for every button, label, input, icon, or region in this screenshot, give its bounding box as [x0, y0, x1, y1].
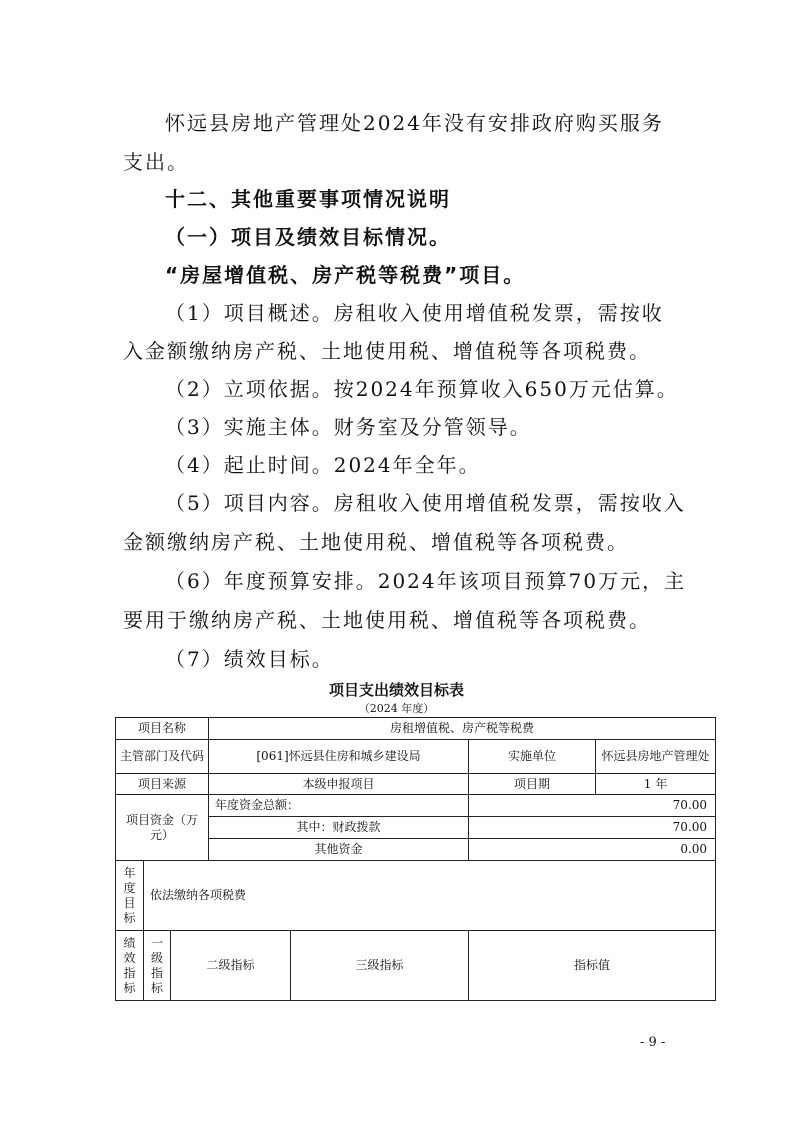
source-label: 项目来源	[116, 774, 209, 795]
funds-label: 项目资金（万元）	[116, 795, 209, 861]
table-row	[116, 795, 716, 817]
level2-label: 二级指标	[171, 931, 291, 1001]
paragraph-line: （1）项目概述。房租收入使用增值税发票，需按收	[165, 301, 664, 325]
period-value: 1 年	[596, 774, 716, 795]
paragraph-line: （6）年度预算安排。2024年该项目预算70万元，主	[165, 569, 687, 593]
funds-total-label: 年度资金总额：	[209, 795, 469, 817]
project-name-label: 项目名称	[116, 718, 209, 740]
funds-other-value: 0.00	[469, 839, 716, 861]
paragraph-line: （7）绩效目标。	[165, 647, 334, 671]
dept-value: [061]怀远县住房和城乡建设局	[209, 740, 469, 774]
page-number: - 9 -	[640, 1035, 666, 1050]
funds-fiscal-label: 其中：财政拨款	[209, 817, 469, 839]
period-label: 项目期	[469, 774, 596, 795]
performance-table	[115, 717, 716, 1001]
funds-other-label: 其他资金	[209, 839, 469, 861]
table-row	[116, 931, 716, 1001]
table-title: 项目支出绩效目标表	[328, 681, 464, 699]
section-heading: 十二、其他重要事项情况说明	[165, 187, 451, 211]
impl-label: 实施单位	[469, 740, 596, 774]
level3-label: 三级指标	[291, 931, 469, 1001]
table-year: （2024 年度）	[358, 702, 435, 715]
funds-fiscal-value: 70.00	[469, 817, 716, 839]
impl-value: 怀远县房地产管理处	[596, 740, 716, 774]
table-row	[116, 740, 716, 774]
paragraph-line: 入金额缴纳房产税、土地使用税、增值税等各项税费。	[123, 339, 651, 363]
paragraph-line: （5）项目内容。房租收入使用增值税发票，需按收入	[165, 491, 686, 515]
annual-goal-label: 年度目标	[116, 861, 144, 931]
source-value: 本级申报项目	[209, 774, 469, 795]
table-row	[116, 774, 716, 795]
paragraph-line: 金额缴纳房产税、土地使用税、增值税等各项税费。	[123, 530, 629, 554]
annual-goal-value: 依法缴纳各项税费	[144, 861, 716, 931]
project-heading: “房屋增值税、房产税等税费”项目。	[165, 263, 526, 287]
paragraph-line: （4）起止时间。2024年全年。	[165, 453, 481, 477]
level1-label: 一级指标	[144, 931, 171, 1001]
paragraph-line: （3）实施主体。财务室及分管领导。	[165, 415, 532, 439]
table-row	[116, 861, 716, 931]
indicator-value-label: 指标值	[469, 931, 716, 1001]
dept-label: 主管部门及代码	[116, 740, 209, 774]
subsection-heading: （一）项目及绩效目标情况。	[165, 225, 451, 249]
project-name-value: 房租增值税、房产税等税费	[209, 718, 716, 740]
paragraph-line: 怀远县房地产管理处2024年没有安排政府购买服务	[165, 111, 664, 135]
perf-label: 绩效指标	[116, 931, 144, 1001]
table-row	[116, 718, 716, 740]
paragraph-line: 要用于缴纳房产税、土地使用税、增值税等各项税费。	[123, 608, 651, 632]
funds-total-value: 70.00	[469, 795, 716, 817]
paragraph-line: 支出。	[123, 150, 189, 174]
paragraph-line: （2）立项依据。按2024年预算收入650万元估算。	[165, 377, 679, 401]
